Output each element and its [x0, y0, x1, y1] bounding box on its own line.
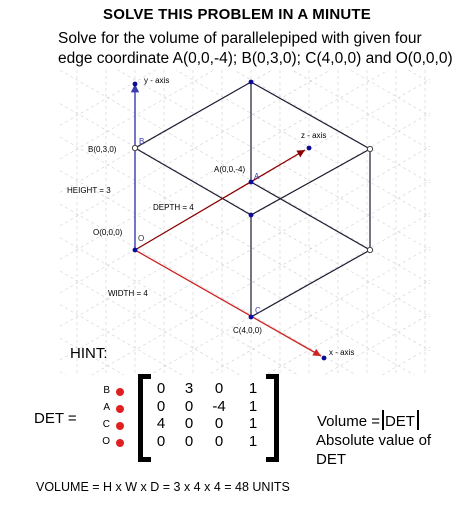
- volume-eq-label: Volume =: [317, 413, 380, 430]
- absolute-note-line-2: DET: [316, 451, 346, 468]
- matrix-cell: 1: [248, 415, 258, 432]
- grid-line: [60, 171, 430, 380]
- grid-line: [60, 0, 430, 125]
- matrix-cell: 0: [184, 432, 194, 450]
- matrix-row: [146, 398, 276, 416]
- vertex-c: [249, 315, 254, 320]
- point-o-label: O(0,0,0): [93, 228, 123, 237]
- matrix-cell: 4: [156, 415, 166, 432]
- grid-line: [60, 314, 430, 380]
- grid-line: [60, 0, 430, 150]
- x-axis-line: [135, 250, 321, 356]
- vertex-a: [249, 180, 254, 185]
- matrix-cell: 0: [156, 380, 166, 397]
- red-dot-icon: [116, 439, 124, 447]
- vertex-z-end: [307, 146, 312, 151]
- vertices: [133, 80, 327, 361]
- grid-line: [60, 372, 430, 380]
- grid-line: [60, 0, 430, 159]
- width-label: WIDTH = 4: [108, 289, 148, 298]
- matrix-cell: 0: [214, 432, 224, 450]
- grid-line: [60, 347, 430, 380]
- volume-det-text: DET: [384, 413, 415, 430]
- grid-line: [60, 338, 430, 380]
- vertex-right-top: [367, 146, 372, 151]
- red-dot-icon: [116, 405, 124, 413]
- det-label: DET =: [34, 410, 77, 427]
- vertex-o: [133, 248, 138, 253]
- problem-line-2: edge coordinate A(0,0,-4); B(0,3,0); C(4,0,0) and O(0,0,0): [58, 50, 453, 67]
- vertex-top: [249, 80, 254, 85]
- grid-line: [60, 0, 430, 192]
- height-label: HEIGHT = 3: [67, 186, 111, 195]
- matrix-row: [146, 415, 276, 433]
- red-dot-icon: [116, 422, 124, 430]
- z-axis-label: z - axis: [301, 131, 327, 140]
- grid-line: [60, 12, 430, 225]
- matrix-cell: 1: [248, 380, 258, 397]
- matrix-cell: 3: [184, 380, 194, 397]
- grid-line: [60, 0, 430, 16]
- grid-line: [60, 305, 430, 380]
- grid-line: [60, 238, 430, 380]
- matrix-row: [146, 380, 276, 398]
- abs-bar-right: [417, 410, 419, 430]
- y-axis-label: y - axis: [144, 76, 170, 85]
- red-dot-icon: [116, 388, 124, 396]
- grid-line: [60, 0, 430, 83]
- matrix-cell: 0: [184, 397, 194, 415]
- vertex-y-end: [133, 82, 138, 87]
- matrix-cell: 0: [156, 397, 166, 415]
- matrix-cell: 0: [214, 380, 224, 397]
- letter-o: O: [138, 234, 145, 243]
- grid-line: [60, 247, 430, 380]
- grid-line: [60, 0, 430, 116]
- matrix-cell: -4: [212, 397, 226, 415]
- absolute-note-line-1: Absolute value of: [316, 432, 432, 449]
- grid-line: [60, 0, 430, 183]
- matrix-cell: 0: [156, 432, 166, 450]
- vertex-mid: [249, 213, 254, 218]
- matrix-row: [146, 433, 276, 451]
- point-a-label: A(0,0,-4): [214, 165, 246, 174]
- matrix-cell: 1: [248, 397, 258, 415]
- matrix-cell: 1: [248, 432, 258, 450]
- matrix-cell: 0: [184, 415, 194, 432]
- vertex-right-bottom: [367, 247, 372, 252]
- letter-a: A: [254, 172, 260, 181]
- problem-line-1: Solve for the volume of parallelepiped with given four: [58, 30, 422, 47]
- vertex-b: [132, 145, 137, 150]
- isometric-grid: [60, 0, 430, 380]
- point-c-label: C(4,0,0): [233, 326, 262, 335]
- grid-line: [60, 37, 430, 250]
- matrix-body: [146, 380, 276, 450]
- abs-bar-left: [382, 410, 384, 430]
- letter-b: B: [139, 137, 145, 146]
- grid-line: [60, 70, 430, 283]
- vertex-x-end: [322, 356, 327, 361]
- grid-line: [60, 104, 430, 317]
- letter-c: C: [255, 306, 261, 315]
- x-axis-label: x - axis: [329, 348, 355, 357]
- grid-line: [60, 79, 430, 292]
- depth-label: DEPTH = 4: [153, 203, 194, 212]
- volume-equation: [317, 410, 419, 430]
- grid-line: [60, 180, 430, 380]
- page-title: SOLVE THIS PROBLEM IN A MINUTE: [103, 6, 371, 23]
- matrix-cell: 0: [214, 415, 224, 432]
- hint-label: HINT:: [70, 345, 108, 362]
- volume-formula: VOLUME = H x W x D = 3 x 4 x 4 = 48 UNITS: [36, 480, 290, 494]
- grid-line: [60, 0, 430, 49]
- point-b-label: B(0,3,0): [88, 145, 117, 154]
